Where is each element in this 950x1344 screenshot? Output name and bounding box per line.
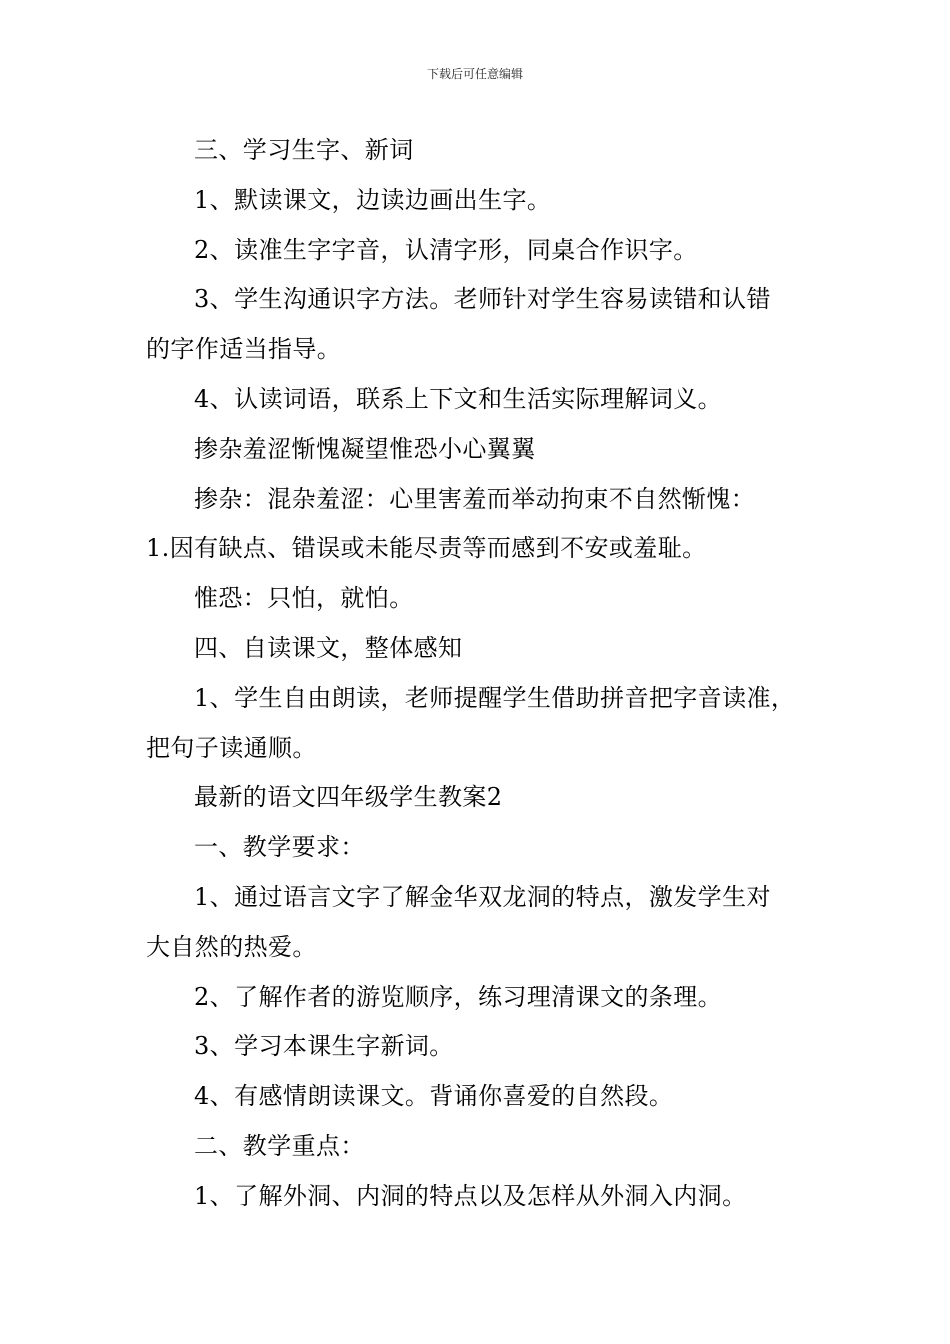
paragraph-line: 2、了解作者的游览顺序，练习理清课文的条理。 — [194, 982, 723, 1011]
paragraph-line-continued: 1.因有缺点、错误或未能尽责等而感到不安或羞耻。 — [146, 534, 707, 563]
paragraph-line: 惟恐：只怕，就怕。 — [194, 584, 414, 613]
paragraph-line: 1、了解外洞、内洞的特点以及怎样从外洞入内洞。 — [194, 1181, 747, 1210]
paragraph-line: 1、默读课文，边读边画出生字。 — [194, 185, 552, 214]
paragraph-line: 2、读准生字字音，认清字形，同桌合作识字。 — [194, 235, 698, 264]
document-title: 最新的语文四年级学生教案2 — [194, 783, 503, 812]
paragraph-line-continued: 的字作适当指导。 — [146, 335, 342, 364]
section-heading: 一、教学要求： — [194, 833, 365, 862]
paragraph-line: 3、学生沟通识字方法。老师针对学生容易读错和认错 — [194, 285, 771, 314]
paragraph-line: 4、认读词语，联系上下文和生活实际理解词义。 — [194, 384, 723, 413]
paragraph-line: 3、学习本课生字新词。 — [194, 1032, 454, 1061]
paragraph-line: 4、有感情朗读课文。背诵你喜爱的自然段。 — [194, 1082, 674, 1111]
paragraph-line-continued: 把句子读通顺。 — [146, 733, 317, 762]
section-heading: 四、自读课文，整体感知 — [194, 633, 463, 662]
paragraph-line: 三、学习生字、新词 — [194, 136, 414, 164]
section-heading: 二、教学重点： — [194, 1131, 365, 1160]
paragraph-line: 掺杂：混杂羞涩：心里害羞而举动拘束不自然惭愧： — [194, 484, 756, 513]
paragraph-line: 1、学生自由朗读，老师提醒学生借助拼音把字音读准， — [194, 683, 796, 712]
document-body — [146, 126, 826, 1222]
paragraph-line: 掺杂羞涩惭愧凝望惟恐小心翼翼 — [194, 434, 536, 463]
paragraph-line: 1、通过语言文字了解金华双龙洞的特点，激发学生对 — [194, 882, 771, 911]
page-header-note: 下载后可任意编辑 — [426, 67, 523, 81]
paragraph-line-continued: 大自然的热爱。 — [146, 932, 317, 961]
